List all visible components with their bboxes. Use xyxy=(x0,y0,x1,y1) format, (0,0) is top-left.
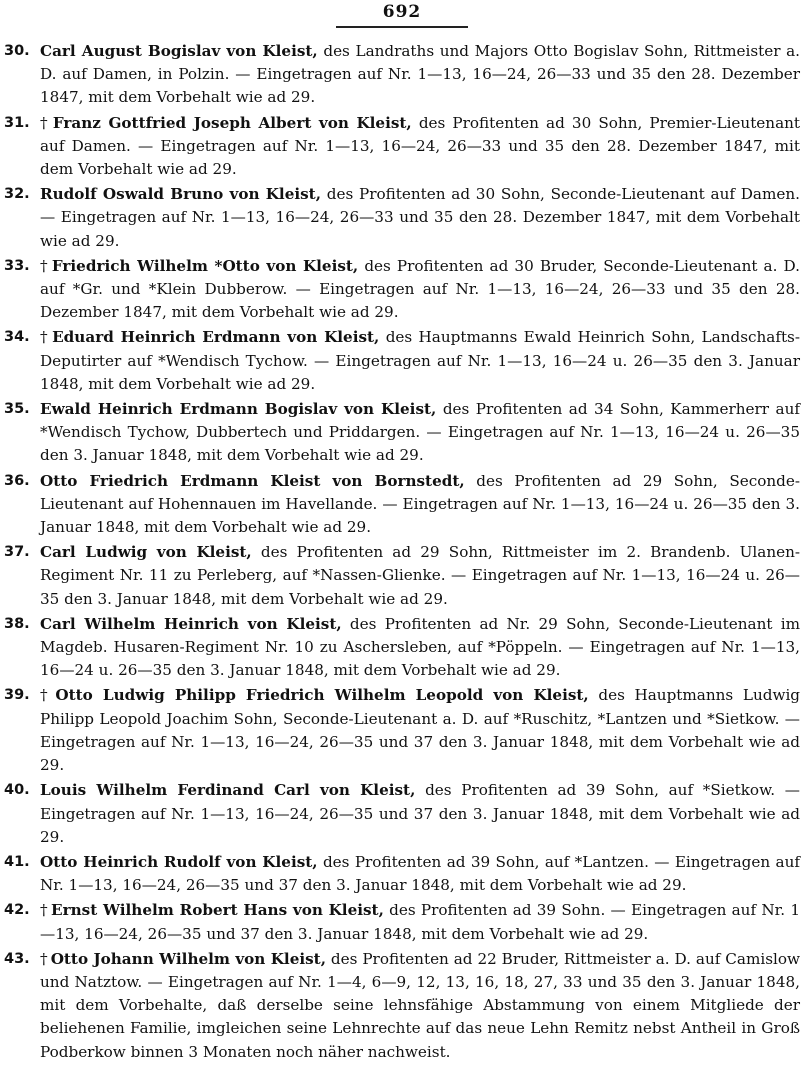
entry-text: des Profitenten ad 29 Sohn, Seconde-Lieutenant auf Hohennauen im Havellande. — Eingetragen auf Nr. 1—13, 16—24 u. 26—35 den 3. Januar 1848, mit dem Vorbehalt wie ad 29. xyxy=(40,471,800,537)
person-name: Louis Wilhelm Ferdinand Carl von Kleist, xyxy=(40,781,416,800)
entry-number: 36. xyxy=(4,472,30,489)
person-name: Friedrich Wilhelm *Otto von Kleist, xyxy=(51,256,359,275)
entry-text: des Profitenten ad 22 Bruder, Rittmeister a. D. auf Camislow und Natztow. — Eingetragen auf Nr. 1—4, 6—9, 12, 13, 16, 18, 27, 33 und 35 den 3. Januar 1848, mit dem Vorbehalte, daß derselbe seine lehnsfähige Abstammung von einem Mitgliede der beliehenen Familie, imgleichen seine Lehnrechte auf das neue Lehn Remitz nebst Antheil in Groß Podberkow binnen 3 Monaten noch näher nachweist. xyxy=(40,949,801,1061)
entry-list xyxy=(0,40,800,1066)
list-item xyxy=(0,899,800,945)
entry-number: 41. xyxy=(4,853,30,870)
list-item xyxy=(0,541,800,611)
deceased-dagger: † xyxy=(40,113,50,132)
list-item xyxy=(0,183,800,253)
person-name: Otto Friedrich Erdmann Kleist von Bornstedt, xyxy=(40,471,465,490)
person-name: Carl August Bogislav von Kleist, xyxy=(40,42,318,60)
entry-text: des Profitenten ad Nr. 29 Sohn, Seconde-Lieutenant im Magdeb. Husaren-Regiment Nr. 10 zu Aschersleben, auf *Pöppeln. — Eingetragen auf Nr. 1—13, 16—24 u. 26—35 den 3. Januar 1848, mit dem Vorbehalt wie ad 29. xyxy=(40,614,801,680)
list-item xyxy=(0,613,800,683)
person-name: Rudolf Oswald Bruno von Kleist, xyxy=(40,185,321,204)
entry-number: 30. xyxy=(4,43,30,59)
entry-text: des Profitenten ad 34 Sohn, Kammerherr auf *Wendisch Tychow, Dubbertech und Priddargen. — Eingetragen auf Nr. 1—13, 16—24 u. 26—35 den 3. Januar 1848, mit dem Vorbehalt wie ad 29. xyxy=(40,400,800,465)
entry-number: 33. xyxy=(4,257,30,274)
person-name: Carl Ludwig von Kleist, xyxy=(40,543,252,562)
list-item xyxy=(0,948,800,1064)
entry-number: 40. xyxy=(4,782,30,799)
entry-number: 38. xyxy=(4,615,30,632)
deceased-dagger: † xyxy=(40,328,50,347)
list-item xyxy=(0,779,800,849)
deceased-dagger: † xyxy=(40,686,53,705)
list-item xyxy=(0,684,800,777)
entry-number: 39. xyxy=(4,687,30,704)
person-name: Otto Heinrich Rudolf von Kleist, xyxy=(40,852,318,871)
person-name: Franz Gottfried Joseph Albert von Kleist, xyxy=(52,113,412,132)
entry-number: 37. xyxy=(4,544,30,561)
entry-number: 42. xyxy=(4,902,30,919)
list-item xyxy=(0,470,800,540)
entry-number: 34. xyxy=(4,329,30,346)
entry-text: des Profitenten ad 29 Sohn, Rittmeister im 2. Brandenb. Ulanen-Regiment Nr. 11 zu Perleberg, auf *Nassen-Glienke. — Eingetragen auf Nr. 1—13, 16—24 u. 26—35 den 3. Januar 1848, mit dem Vorbehalt wie ad 29. xyxy=(40,543,801,608)
entry-number: 31. xyxy=(4,114,30,131)
page-number: 692 xyxy=(382,2,422,22)
list-item xyxy=(0,112,800,182)
header-rule xyxy=(336,26,468,28)
entry-text: des Profitenten ad 39 Sohn. — Eingetragen auf Nr. 1—13, 16—24, 26—35 und 37 den 3. Januar 1848, mit dem Vorbehalt wie ad 29. xyxy=(40,901,800,943)
list-item xyxy=(0,40,800,110)
person-name: Carl Wilhelm Heinrich von Kleist, xyxy=(40,614,342,633)
person-name: Eduard Heinrich Erdmann von Kleist, xyxy=(52,328,380,347)
list-item xyxy=(0,326,800,396)
person-name: Otto Johann Wilhelm von Kleist, xyxy=(50,949,326,968)
deceased-dagger: † xyxy=(40,949,48,968)
entry-number: 32. xyxy=(4,186,30,203)
entry-text: des Profitenten ad 30 Bruder, Seconde-Lieutenant a. D. auf *Gr. und *Klein Dubberow. — Eingetragen auf Nr. 1—13, 16—24, 26—33 und 35 den 28. Dezember 1847, mit dem Vorbehalt wie ad 29. xyxy=(40,256,801,322)
entry-text: des Landraths und Majors Otto Bogislav Sohn, Rittmeister a. D. auf Damen, in Polzin. — Eingetragen auf Nr. 1—13, 16—24, 26—33 und 35 den 28. Dezember 1847, mit dem Vorbehalt wie ad 29. xyxy=(40,42,800,107)
entry-text: des Profitenten ad 39 Sohn, auf *Lantzen. — Eingetragen auf Nr. 1—13, 16—24, 26—35 und 37 den 3. Januar 1848, mit dem Vorbehalt wie ad 29. xyxy=(40,852,800,895)
entry-number: 43. xyxy=(4,950,30,967)
entry-text: des Profitenten ad 30 Sohn, Premier-Lieutenant auf Damen. — Eingetragen auf Nr. 1—13, 16—24, 26—33 und 35 den 28. Dezember 1847, mit dem Vorbehalt wie ad 29. xyxy=(40,113,801,179)
entry-text: des Profitenten ad 39 Sohn, auf *Sietkow. — Eingetragen auf Nr. 1—13, 16—24, 26—35 und 37 den 3. Januar 1848, mit dem Vorbehalt wie ad 29. xyxy=(40,781,800,846)
entry-number: 35. xyxy=(4,401,30,418)
person-name: Otto Ludwig Philipp Friedrich Wilhelm Leopold von Kleist, xyxy=(55,686,589,705)
list-item xyxy=(0,851,800,897)
list-item xyxy=(0,398,800,468)
entry-text: des Profitenten ad 30 Sohn, Seconde-Lieutenant auf Damen. — Eingetragen auf Nr. 1—13, 16—24, 26—33 und 35 den 28. Dezember 1847, mit dem Vorbehalt wie ad 29. xyxy=(40,185,800,250)
entry-text: des Hauptmanns Ewald Heinrich Sohn, Landschafts-Deputirter auf *Wendisch Tychow. — Eingetragen auf Nr. 1—13, 16—24 u. 26—35 den 3. Januar 1848, mit dem Vorbehalt wie ad 29. xyxy=(40,328,800,393)
entry-text: des Hauptmanns Ludwig Philipp Leopold Joachim Sohn, Seconde-Lieutenant a. D. auf *Ruschitz, *Lantzen und *Sietkow. — Eingetragen auf Nr. 1—13, 16—24, 26—35 und 37 den 3. Januar 1848, mit dem Vorbehalt wie ad 29. xyxy=(40,686,801,775)
person-name: Ernst Wilhelm Robert Hans von Kleist, xyxy=(51,901,384,920)
person-name: Ewald Heinrich Erdmann Bogislav von Kleist, xyxy=(40,400,437,419)
list-item xyxy=(0,255,800,325)
deceased-dagger: † xyxy=(40,256,49,275)
deceased-dagger: † xyxy=(40,901,49,920)
